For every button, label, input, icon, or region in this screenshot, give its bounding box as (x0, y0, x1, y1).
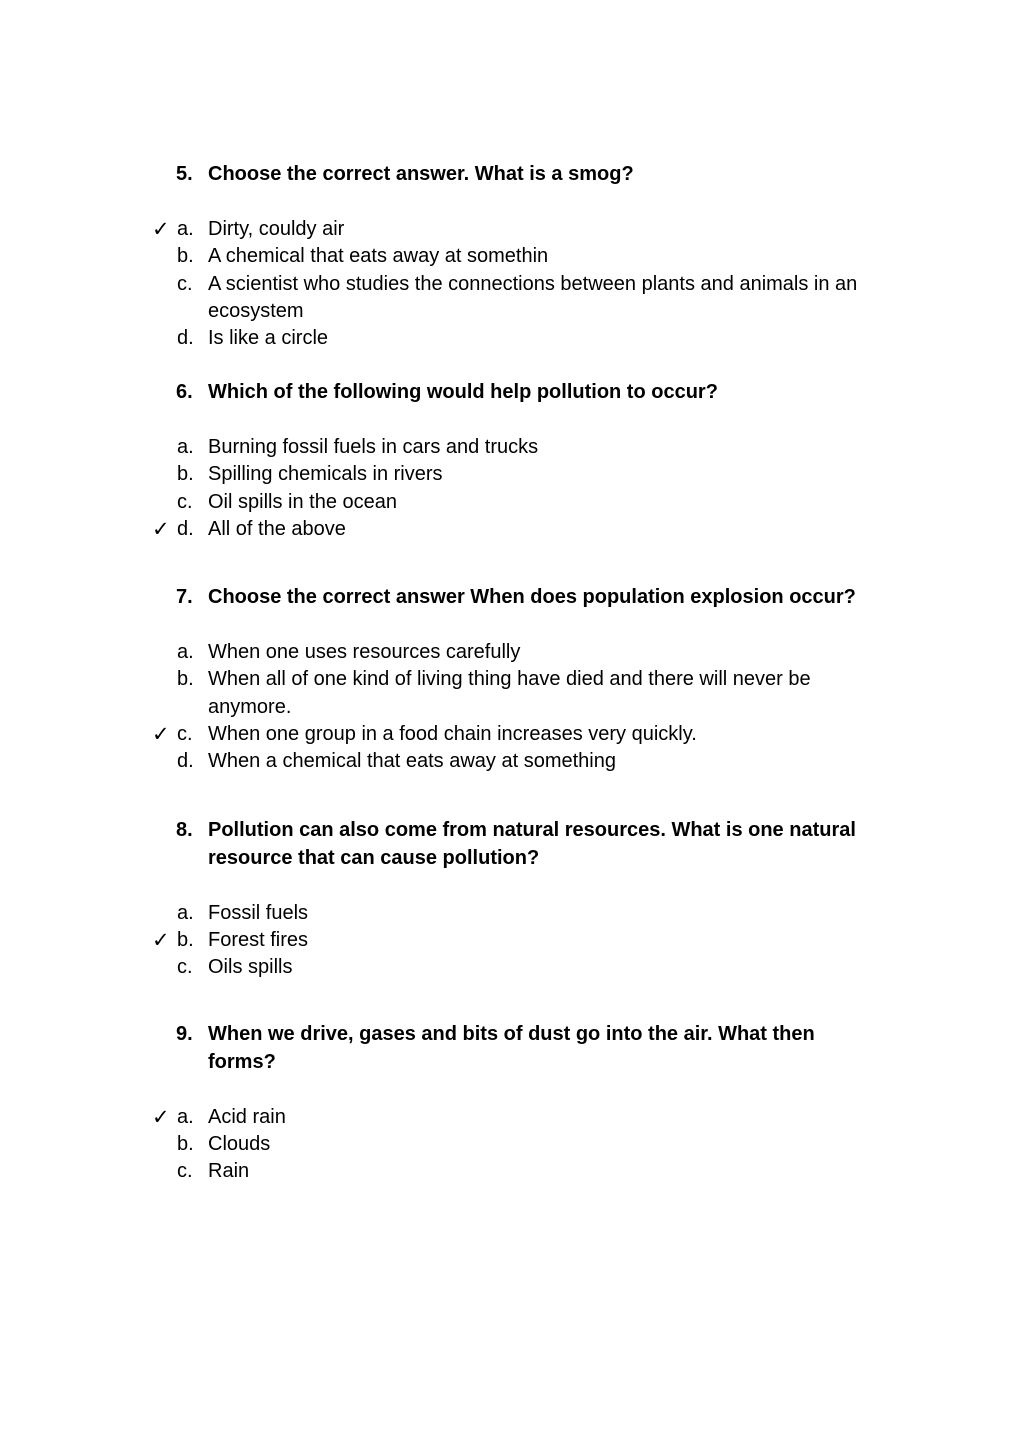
option-letter: a. (177, 1105, 194, 1128)
answer-options (0, 1104, 1024, 1186)
question-6 (0, 379, 1024, 543)
option-letter: b. (177, 245, 194, 268)
answer-option-a (0, 639, 1024, 666)
option-letter: a. (177, 436, 194, 458)
option-text: Fossil fuels (208, 901, 309, 924)
option-letter: b. (177, 1132, 194, 1155)
option-letter: b. (177, 463, 194, 486)
option-text: When one uses resources carefully (208, 641, 521, 663)
answer-option-a (0, 900, 1024, 927)
question-7 (0, 584, 1024, 775)
answer-option-d (0, 748, 1024, 775)
option-text: Forest fires (208, 928, 309, 951)
answer-option-b (0, 666, 1024, 721)
answer-option-b (0, 243, 1024, 270)
option-text: Dirty, couldy air (208, 218, 345, 240)
answer-option-d (0, 325, 1024, 352)
answer-option-a (0, 434, 1024, 461)
option-letter: c. (177, 722, 193, 745)
question-9 (0, 1021, 1024, 1185)
option-text: When a chemical that eats away at something (208, 750, 616, 773)
answer-option-c (0, 954, 1024, 981)
question-5 (0, 161, 1024, 352)
answer-option-a (0, 216, 1024, 243)
option-text: When all of one kind of living thing have died and there will never be anymore. (208, 668, 811, 718)
option-text: Oil spills in the ocean (208, 490, 397, 513)
option-letter: a. (177, 218, 194, 240)
answer-options (0, 216, 1024, 352)
option-text: Burning fossil fuels in cars and trucks (208, 436, 539, 458)
question-number: 9. (176, 1023, 193, 1045)
answer-option-c (0, 271, 1024, 326)
answer-option-b (0, 927, 1024, 954)
question-text: Choose the correct answer When does population explosion occur? (208, 586, 856, 608)
answer-option-c (0, 489, 1024, 516)
question-number: 7. (176, 586, 193, 608)
answer-option-b (0, 1131, 1024, 1158)
question-text: Which of the following would help pollution to occur? (208, 381, 718, 403)
option-letter: a. (177, 901, 194, 924)
answer-option-b (0, 461, 1024, 488)
check-mark-icon: ✓ (152, 1104, 170, 1129)
option-letter: c. (177, 1160, 193, 1183)
answer-option-c (0, 1158, 1024, 1185)
question-number: 6. (176, 381, 193, 403)
check-mark-icon: ✓ (152, 516, 170, 541)
option-text: A chemical that eats away at somethin (208, 245, 549, 268)
answer-options (0, 900, 1024, 982)
option-text: Acid rain (208, 1105, 286, 1128)
option-text: Oils spills (208, 956, 293, 979)
answer-options (0, 434, 1024, 543)
check-mark-icon: ✓ (152, 721, 170, 746)
check-mark-icon: ✓ (152, 217, 170, 241)
option-letter: b. (177, 668, 194, 691)
option-text: Is like a circle (208, 327, 329, 350)
option-letter: d. (177, 327, 194, 350)
answer-option-a (0, 1104, 1024, 1131)
option-text: All of the above (208, 517, 346, 540)
option-text: Rain (208, 1160, 250, 1183)
option-letter: d. (177, 517, 194, 540)
question-number: 5. (176, 163, 193, 185)
answer-option-d (0, 516, 1024, 543)
answer-options (0, 639, 1024, 775)
option-text: A scientist who studies the connections between plants and animals in an ecosystem (208, 272, 858, 322)
question-8 (0, 817, 1024, 981)
question-text: Pollution can also come from natural resources. What is one natural resource that can cause pollution? (208, 819, 856, 869)
check-mark-icon: ✓ (152, 927, 170, 952)
option-text: Spilling chemicals in rivers (208, 463, 443, 486)
option-text: When one group in a food chain increases very quickly. (208, 722, 697, 745)
option-letter: c. (177, 490, 193, 513)
option-letter: d. (177, 750, 194, 773)
question-text: When we drive, gases and bits of dust go into the air. What then forms? (208, 1023, 815, 1073)
question-number: 8. (176, 819, 193, 841)
answer-option-c (0, 721, 1024, 748)
option-letter: c. (177, 956, 193, 979)
option-text: Clouds (208, 1132, 271, 1155)
option-letter: a. (177, 641, 194, 663)
option-letter: c. (177, 272, 193, 295)
question-text: Choose the correct answer. What is a smog? (208, 163, 634, 185)
option-letter: b. (177, 928, 194, 951)
